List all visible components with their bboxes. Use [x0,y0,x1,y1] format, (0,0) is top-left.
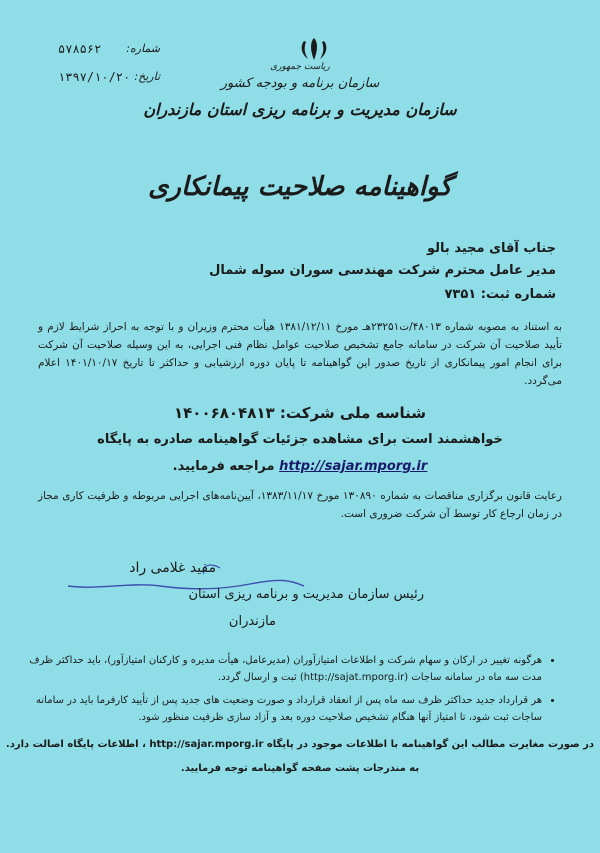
number-label: شماره: [126,42,160,55]
note-item: • هر قرارداد جدید حداکثر ظرف سه ماه پس از انعقاد قرارداد و صورت وضعیت های جدید پس از تأیید کارفرما باید در سامانه ساجات ثبت شود، تا امتیاز آنها هنگام تشخیص صلاحیت دوره بعد و آزاد سازی ظرفیت منظور شود. [22,692,542,726]
date-value: ۱۳۹۷/۱۰/۲۰ [58,70,131,84]
iran-emblem-icon [292,36,336,62]
signer-role: رئیس سازمان مدیریت و برنامه ریزی استان [188,587,424,602]
notes-list [22,652,556,732]
request-line-end: مراجعه فرمایید. [172,459,275,474]
footer-back-note: به مندرجات پشت صفحه گواهینامه توجه فرمایید. [180,763,420,774]
number-value: ۵۷۸۵۶۲ [58,42,102,56]
date-label: تاریخ: [134,70,160,83]
org-main: سازمان مدیریت و برنامه ریزی استان مازندران [143,100,457,119]
registration-number: شماره ثبت: ۷۳۵۱ [444,287,556,302]
footer-notice: در صورت مغایرت مطالب این گواهینامه با اطلاعات موجود در پایگاه http://sajar.mporg.ir ، اطلاعات پایگاه اصالت دارد. [5,739,595,750]
body-paragraph: به استناد به مصوبه شماره ۴۸۰۱۳/ت۲۳۲۵۱هـ مورخ ۱۳۸۱/۱۲/۱۱ هیأت محترم وزیران و با توجه به احراز شرایط لازم و تأیید صلاحیت آن شرکت در سامانه جامع تشخیص صلاحیت عوامل نظام فنی اجرایی، به این وسیله صلاحیت آن شرکت برای انجام امور پیمانکاری از تاریخ صدور این گواهینامه تا پایان دوره ارزشیابی و حداکثر تا تاریخ ۱۴۰۱/۱۰/۱۷ اعلام می‌گردد. [38,321,562,387]
sajar-link[interactable]: http://sajar.mporg.ir [279,459,428,474]
request-link-line [0,459,600,474]
law-paragraph: رعایت قانون برگزاری مناقصات به شماره ۱۳۰۸۹۰ مورخ ۱۳۸۳/۱۱/۱۷، آیین‌نامه‌های اجرایی مربوطه و ظرفیت کاری مجاز در زمان ارجاع کار توسط آن شرکت ضروری است. [38,490,562,520]
signer-place: مازندران [228,614,276,629]
org-small: ریاست جمهوری [270,62,330,72]
recipient-name: جناب آقای مجید بالو [427,241,556,256]
request-line: خواهشمند است برای مشاهده جزئیات گواهینامه صادره به پایگاه [97,432,503,447]
national-id: شناسه ملی شرکت: ۱۴۰۰۶۸۰۴۸۱۳ [173,404,426,422]
note-item: • هرگونه تغییر در ارکان و سهام شرکت و اطلاعات امتیازآوران (مدیرعامل، هیأت مدیره و کارکنان امتیازآور)، باید حداکثر ظرف مدت سه ماه در سامانه ساجات (http://sajat.mporg.ir) ثبت و ارسال گردد. [22,652,542,686]
signer-name: مفید غلامی راد [129,560,216,576]
certificate-title: گواهینامه صلاحیت پیمانکاری [148,172,452,202]
recipient-title: مدیر عامل محترم شرکت مهندسی سوران سوله شمال [209,263,556,278]
org-mid: سازمان برنامه و بودجه کشور [220,76,380,91]
